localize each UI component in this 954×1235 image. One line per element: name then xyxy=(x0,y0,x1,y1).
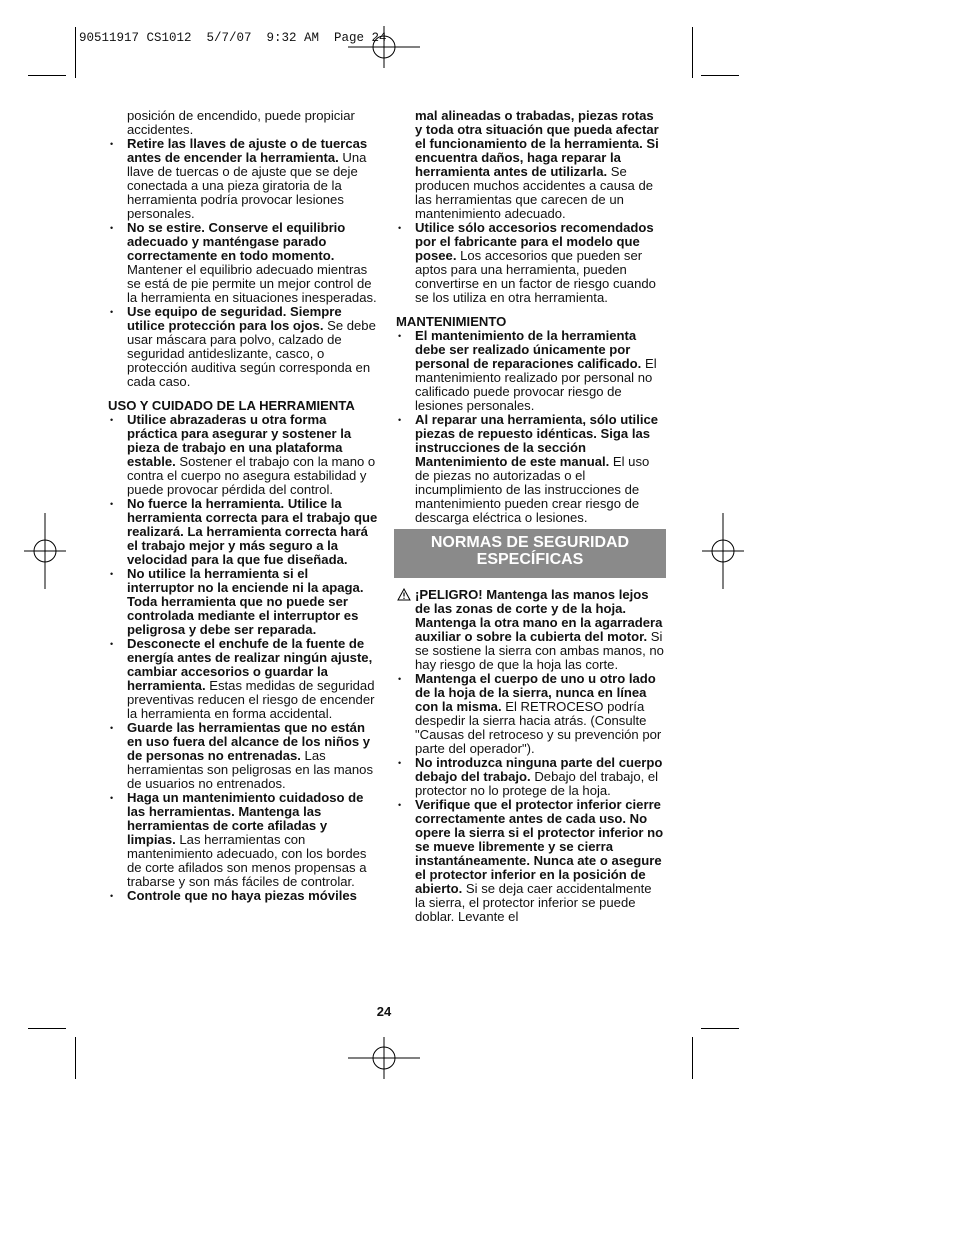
list-item: • Utilice abrazaderas u otra forma práctica para asegurar y sostener la pieza de trabajo en una plataforma estable. Sostener el trabajo con la mano o contra el cuerpo no asegura estabilidad y puede provocar pérdida del control. xyxy=(108,413,378,497)
list-item: • No utilice la herramienta si el interruptor no la enciende ni la apaga. Toda herramienta que no puede ser controlada mediante el interruptor es peligrosa y debe ser reparada. xyxy=(108,567,378,637)
warning-item: ¡PELIGRO! Mantenga las manos lejos de las zonas de corte y de la hoja. Mantenga la otra mano en la agarradera auxiliar o sobre la cubierta del motor. Si se sostiene la sierra con ambas manos, no hay riesgo de que la hoja las corte. xyxy=(396,588,664,672)
warning-triangle-icon xyxy=(397,588,411,601)
registration-mark-icon xyxy=(348,1037,420,1079)
list-item: • Guarde las herramientas que no están en uso fuera del alcance de los niños y de personas no entrenadas. Las herramientas son peligrosas en las manos de usuarios no entrenados. xyxy=(108,721,378,791)
crop-mark xyxy=(75,1037,76,1079)
left-column xyxy=(108,109,378,903)
registration-mark-icon xyxy=(702,513,744,589)
banner-title-line: NORMAS DE SEGURIDAD xyxy=(430,534,630,551)
crop-mark xyxy=(28,1028,66,1029)
section-heading: MANTENIMIENTO xyxy=(396,314,507,329)
list-item: • Controle que no haya piezas móviles xyxy=(108,889,378,903)
crop-mark xyxy=(75,27,76,78)
print-slug: 90511917 CS1012 5/7/07 9:32 AM Page 24 xyxy=(79,31,387,45)
continued-text: posición de encendido, puede propiciar accidentes. xyxy=(127,108,355,137)
crop-mark xyxy=(28,75,66,76)
list-item: • Desconecte el enchufe de la fuente de energía antes de realizar ningún ajuste, cambiar accesorios o guardar la herramienta. Estas medidas de seguridad preventivas reducen el riesgo de encender la herramienta en forma accidental. xyxy=(108,637,378,721)
list-item: • No se estire. Conserve el equilibrio adecuado y manténgase parado correctamente en todo momento. Mantener el equilibrio adecuado mientras se está de pie permite un mejor control de la herramienta en situaciones inesperadas. xyxy=(108,221,378,305)
list-item: • Utilice sólo accesorios recomendados por el fabricante para el modelo que posee. Los accesorios que pueden ser aptos para una herramienta, pueden convertirse en un factor de riesgo cuando se los utiliza en otra herramienta. xyxy=(396,221,664,305)
page-number: 24 xyxy=(376,1004,392,1019)
list-item: • Retire las llaves de ajuste o de tuercas antes de encender la herramienta. Una llave de tuercas o de ajuste que se deje conectada a una pieza giratoria de la herramienta podría provocar lesiones personales. xyxy=(108,137,378,221)
list-item: • Al reparar una herramienta, sólo utilice piezas de repuesto idénticas. Siga las instrucciones de la sección Mantenimiento de este manual. El uso de piezas no autorizadas o el incumplimiento de las instrucciones de mantenimiento pueden crear riesgo de descarga eléctrica o lesiones. xyxy=(396,413,664,525)
list-item: • No introduzca ninguna parte del cuerpo debajo del trabajo. Debajo del trabajo, el protector no lo protege de la hoja. xyxy=(396,756,664,798)
list-item: • Use equipo de seguridad. Siempre utilice protección para los ojos. Se debe usar máscara para polvo, calzado de seguridad antideslizante, casco, o protección auditiva según corresponda en cada caso. xyxy=(108,305,378,389)
banner-title-line: ESPECÍFICAS xyxy=(476,551,584,568)
section-heading: USO Y CUIDADO DE LA HERRAMIENTA xyxy=(108,398,355,413)
section-banner xyxy=(394,529,666,578)
list-item: • Haga un mantenimiento cuidadoso de las herramientas. Mantenga las herramientas de corte afiladas y limpias. Las herramientas con mantenimiento adecuado, con los bordes de corte afilados son menos propensas a trabarse y son más fáciles de controlar. xyxy=(108,791,378,889)
crop-mark xyxy=(701,1028,739,1029)
registration-mark-icon xyxy=(348,26,420,68)
list-item: • No fuerce la herramienta. Utilice la herramienta correcta para el trabajo que realizará. La herramienta correcta hará el trabajo mejor y más seguro a la velocidad para la que fue diseñada. xyxy=(108,497,378,567)
list-item: • Mantenga el cuerpo de uno u otro lado de la hoja de la sierra, nunca en línea con la misma. El RETROCESO podría despedir la sierra hacia atrás. (Consulte "Causas del retroceso y su prevención por parte del operador"). xyxy=(396,672,664,756)
crop-mark xyxy=(692,27,693,78)
crop-mark xyxy=(701,75,739,76)
list-item: • El mantenimiento de la herramienta debe ser realizado únicamente por personal de reparaciones calificado. El mantenimiento realizado por personal no calificado puede provocar riesgo de lesiones personales. xyxy=(396,329,664,413)
right-column xyxy=(396,109,664,924)
registration-mark-icon xyxy=(24,513,66,589)
continued-text: mal alineadas o trabadas, piezas rotas y toda otra situación que pueda afectar el funcionamiento de la herramienta. Si encuentra daños, haga reparar la herramienta antes de utilizarla. Se producen muchos accidentes a causa de las herramientas que carecen de un mantenimiento adecuado. xyxy=(415,108,659,221)
list-item: • Verifique que el protector inferior cierre correctamente antes de cada uso. No opere la sierra si el protector inferior no se mueve libremente y se cierra instantáneamente. Nunca ate o asegure el protector inferior en la posición de abierto. Si se deja caer accidentalmente la sierra, el protector inferior se puede doblar. Levante el xyxy=(396,798,664,924)
crop-mark xyxy=(692,1037,693,1079)
